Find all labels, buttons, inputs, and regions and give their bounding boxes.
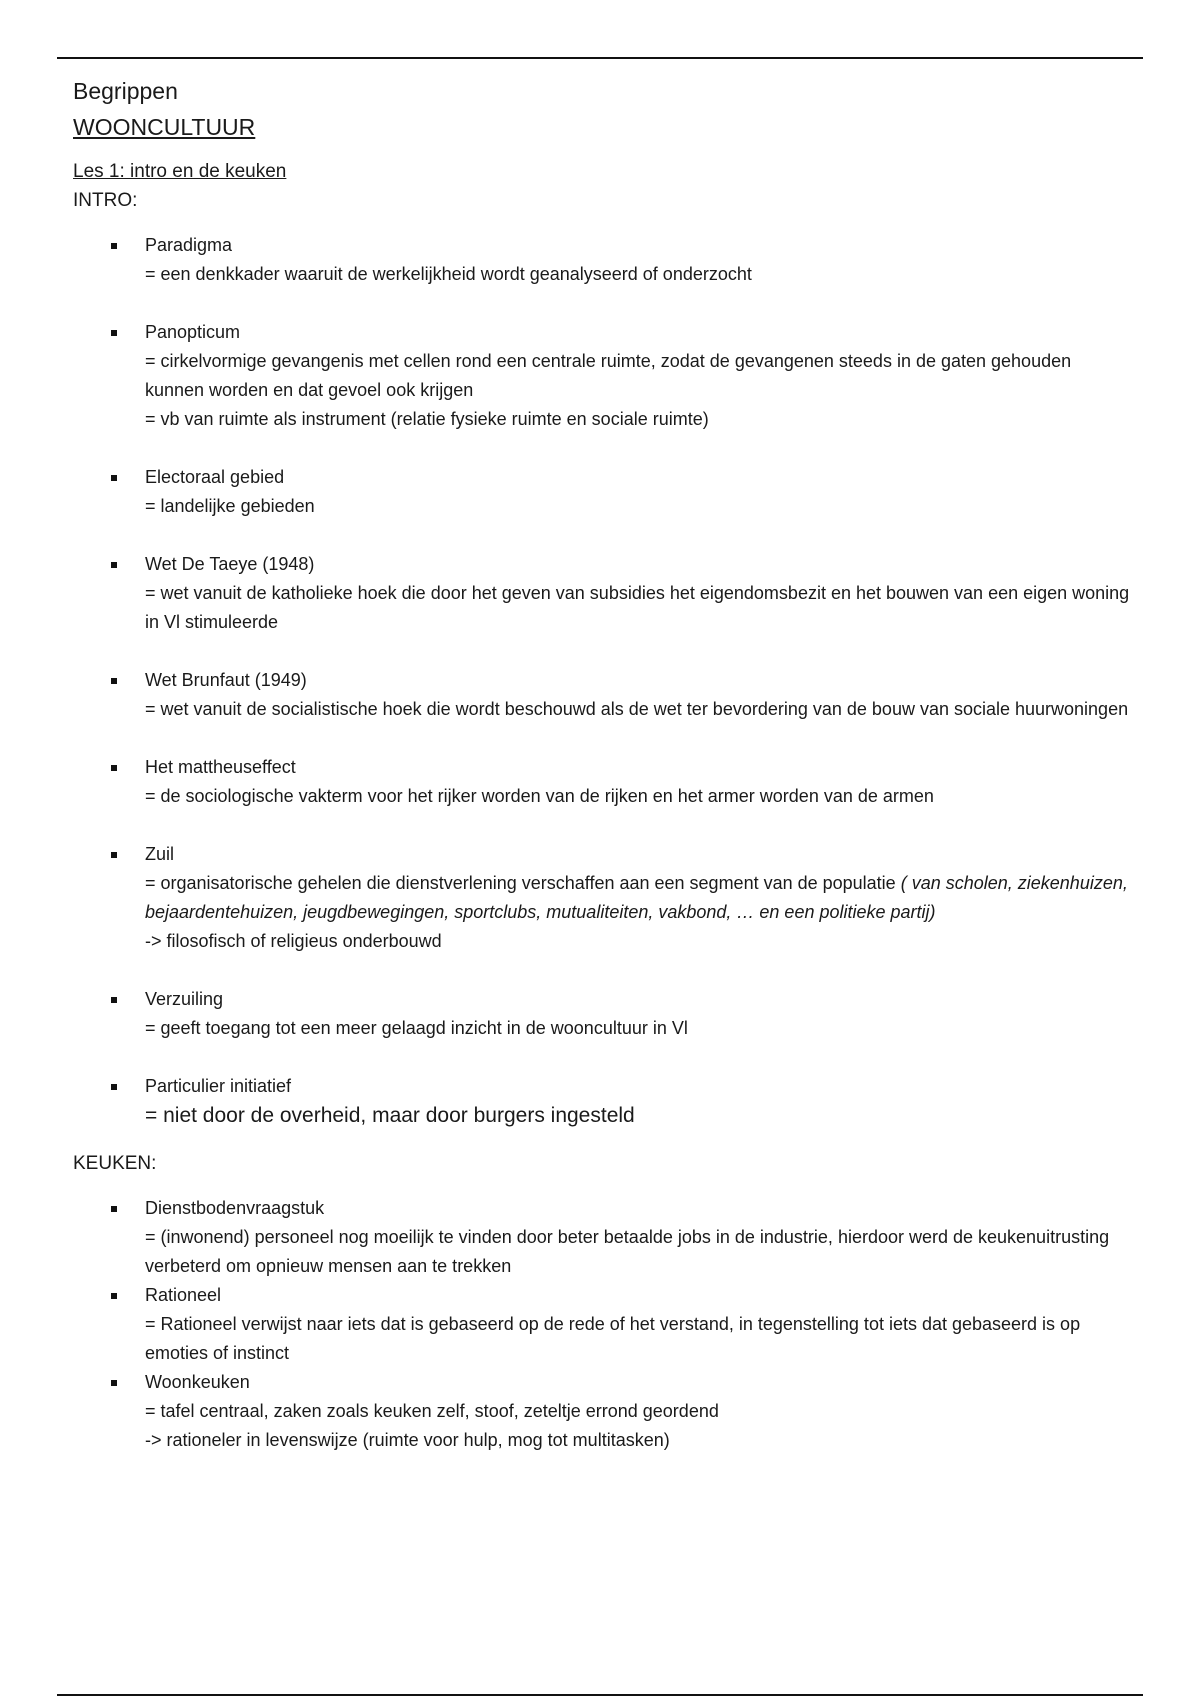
term-definition-block <box>145 869 1133 927</box>
term-paradigma <box>73 231 1133 289</box>
term-mattheuseffect <box>73 753 1133 811</box>
term-electoraal-gebied <box>73 463 1133 521</box>
lesson-title: Les 1: intro en de keuken <box>73 161 287 182</box>
term-definition: = landelijke gebieden <box>145 496 315 516</box>
term-panopticum <box>73 318 1133 434</box>
term-note: -> rationeler in levenswijze (ruimte voor hulp, mog tot multitasken) <box>145 1430 670 1450</box>
term-zuil <box>73 840 1133 956</box>
term-verzuiling <box>73 985 1133 1043</box>
term-definition: = een denkkader waaruit de werkelijkheid wordt geanalyseerd of onderzocht <box>145 264 752 284</box>
term-name: Rationeel <box>145 1285 222 1305</box>
term-name: Wet Brunfaut (1949) <box>145 670 307 690</box>
keuken-term-list <box>73 1194 1133 1455</box>
term-definition: = niet door de overheid, maar door burgers ingesteld <box>145 1104 635 1127</box>
term-name: Zuil <box>145 844 175 864</box>
term-name: Panopticum <box>145 322 241 342</box>
intro-term-list <box>73 231 1133 1130</box>
term-definition: = organisatorische gehelen die dienstverlening verschaffen aan een segment van de populatie <box>145 873 896 893</box>
term-definition: = vb van ruimte als instrument (relatie fysieke ruimte en sociale ruimte) <box>145 409 709 429</box>
term-name: Het mattheuseffect <box>145 757 296 777</box>
document-title: Begrippen <box>73 78 178 104</box>
term-name: Paradigma <box>145 235 233 255</box>
term-wet-brunfaut <box>73 666 1133 724</box>
term-name: Wet De Taeye (1948) <box>145 554 315 574</box>
term-dienstbodenvraagstuk <box>73 1194 1133 1281</box>
document-body <box>73 75 1133 1455</box>
top-rule <box>57 57 1143 59</box>
term-rationeel <box>73 1281 1133 1368</box>
term-definition: = geeft toegang tot een meer gelaagd inzicht in de wooncultuur in Vl <box>145 1018 688 1038</box>
term-particulier-initiatief <box>73 1072 1133 1130</box>
term-name: Woonkeuken <box>145 1372 250 1392</box>
term-definition: = wet vanuit de katholieke hoek die door het geven van subsidies het eigendomsbezit en het bouwen van een eigen woning in Vl stimuleerde <box>145 583 1130 632</box>
term-definition: = cirkelvormige gevangenis met cellen rond een centrale ruimte, zodat de gevangenen steeds in de gaten gehouden kunnen worden en dat gevoel ook krijgen <box>145 351 1072 400</box>
term-wet-de-taeye <box>73 550 1133 637</box>
term-examples: ( van scholen, ziekenhuizen, bejaardentehuizen, jeugdbewegingen, sportclubs, mutualiteiten, vakbond, … en een politieke partij) <box>145 873 1128 922</box>
intro-heading: INTRO: <box>73 190 138 211</box>
term-definition: = de sociologische vakterm voor het rijker worden van de rijken en het armer worden van de armen <box>145 786 934 806</box>
term-woonkeuken <box>73 1368 1133 1455</box>
term-definition: = (inwonend) personeel nog moeilijk te vinden door beter betaalde jobs in de industrie, hierdoor werd de keukenuitrusting verbeterd om opnieuw mensen aan te trekken <box>145 1227 1110 1276</box>
term-name: Verzuiling <box>145 989 224 1009</box>
term-name: Electoraal gebied <box>145 467 285 487</box>
bottom-rule <box>57 1694 1143 1696</box>
term-definition: = Rationeel verwijst naar iets dat is gebaseerd op de rede of het verstand, in tegenstelling tot iets dat gebaseerd is op emoties of instinct <box>145 1314 1081 1363</box>
term-definition: = tafel centraal, zaken zoals keuken zelf, stoof, zeteltje errond geordend <box>145 1401 719 1421</box>
term-name: Particulier initiatief <box>145 1076 292 1096</box>
document-subtitle: WOONCULTUUR <box>73 114 256 140</box>
keuken-heading: KEUKEN: <box>73 1153 157 1174</box>
term-name: Dienstbodenvraagstuk <box>145 1198 325 1218</box>
term-definition: = wet vanuit de socialistische hoek die wordt beschouwd als de wet ter bevordering van de bouw van sociale huurwoningen <box>145 699 1129 719</box>
term-note: -> filosofisch of religieus onderbouwd <box>145 931 442 951</box>
